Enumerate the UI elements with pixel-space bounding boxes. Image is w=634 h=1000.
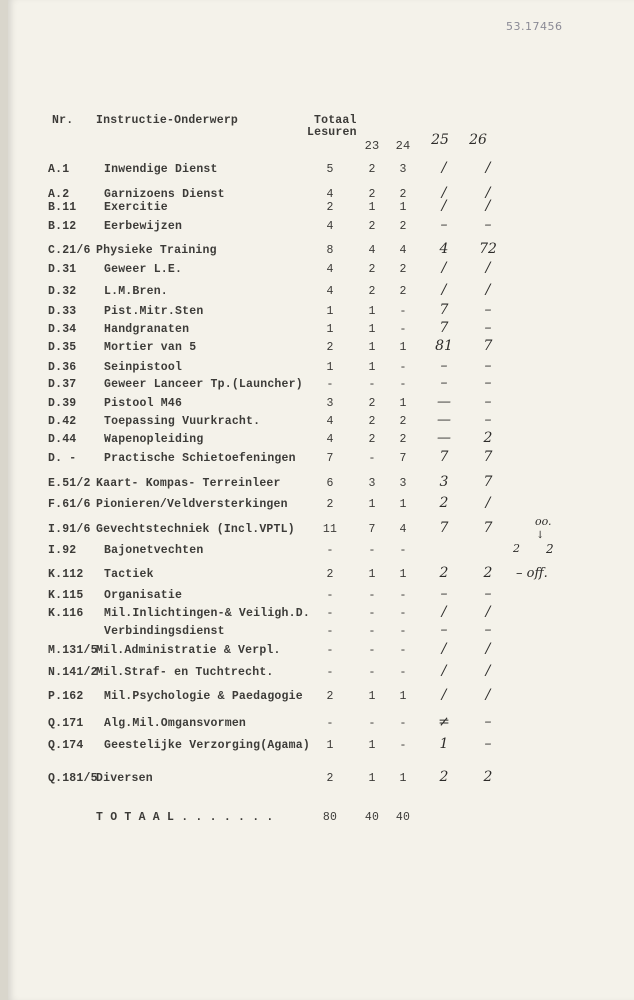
row-code: Q.174 — [48, 739, 84, 752]
row-total: 4 — [326, 433, 334, 446]
row-col-25: 7 — [439, 449, 449, 465]
row-subject: Pist.Mitr.Sten — [104, 305, 204, 318]
row-col-26: 2 — [483, 769, 493, 785]
row-code: K.112 — [48, 568, 84, 581]
row-col-25: 3 — [439, 474, 449, 490]
row-col-23: 1 — [368, 690, 376, 703]
row-total: - — [326, 607, 334, 620]
row-col-25: / — [441, 663, 447, 679]
row-subject: Garnizoens Dienst — [104, 188, 225, 201]
row-col-26: – — [484, 714, 492, 730]
row-col-24: - — [399, 378, 407, 391]
row-subject: Mortier van 5 — [104, 341, 197, 354]
row-subject: Seinpistool — [104, 361, 183, 374]
row-col-25: 81 — [435, 338, 453, 354]
row-subject: Bajonetvechten — [104, 544, 204, 557]
row-subject: Physieke Training — [96, 244, 217, 257]
row-col-26: / — [485, 185, 491, 201]
row-code: D.35 — [48, 341, 77, 354]
row-subject: Organisatie — [104, 589, 183, 602]
row-col-23: 1 — [368, 498, 376, 511]
row-col-23: 1 — [368, 739, 376, 752]
row-col-25: – — [440, 358, 448, 374]
row-col-24: 1 — [399, 201, 407, 214]
row-col-24: 2 — [399, 415, 407, 428]
row-col-23: 1 — [368, 201, 376, 214]
row-col-24: 1 — [399, 397, 407, 410]
row-col-26: 2 — [483, 565, 493, 581]
row-col-26: 72 — [479, 241, 497, 257]
row-subject: Practische Schietoefeningen — [104, 452, 296, 465]
row-col-24: - — [399, 361, 407, 374]
row-col-24: 7 — [399, 452, 407, 465]
row-code: A.1 — [48, 163, 70, 176]
margin-note-arrow: ↓ — [536, 530, 545, 541]
margin-note-off: – off. — [516, 566, 548, 581]
row-code: Q.181/5 — [48, 772, 98, 785]
row-subject: Geestelijke Verzorging(Agama) — [104, 739, 310, 752]
row-total: 7 — [326, 452, 334, 465]
row-col-26: – — [484, 394, 492, 410]
header-total-line1: Totaal — [314, 114, 357, 127]
row-col-26: – — [484, 358, 492, 374]
row-col-24: 2 — [399, 263, 407, 276]
row-code: K.116 — [48, 607, 84, 620]
row-col-23: - — [368, 625, 376, 638]
row-col-24: 4 — [399, 244, 407, 257]
row-total: 2 — [326, 772, 334, 785]
row-total: 4 — [326, 263, 334, 276]
row-col-26: 7 — [483, 338, 493, 354]
row-col-23: - — [368, 666, 376, 679]
row-col-23: 2 — [368, 188, 376, 201]
row-col-23: 2 — [368, 433, 376, 446]
row-col-23: 1 — [368, 772, 376, 785]
row-code: C.21/6 — [48, 244, 91, 257]
row-total: - — [326, 644, 334, 657]
row-col-24: 1 — [399, 498, 407, 511]
row-col-24: - — [399, 666, 407, 679]
row-col-26: – — [484, 586, 492, 602]
row-code: B.11 — [48, 201, 77, 214]
row-code: D.33 — [48, 305, 77, 318]
row-col-26: / — [485, 663, 491, 679]
row-col-25: 7 — [439, 320, 449, 336]
row-col-23: 2 — [368, 415, 376, 428]
row-col-25: 1 — [439, 736, 449, 752]
row-col-23: - — [368, 452, 376, 465]
row-col-23: - — [368, 378, 376, 391]
row-subject: Wapenopleiding — [104, 433, 204, 446]
row-col-24: 2 — [399, 188, 407, 201]
row-col-24: - — [399, 717, 407, 730]
row-total: 4 — [326, 220, 334, 233]
row-code: K.115 — [48, 589, 84, 602]
row-total: - — [326, 666, 334, 679]
row-subject: Pionieren/Veldversterkingen — [96, 498, 288, 511]
row-code: Q.171 — [48, 717, 84, 730]
row-col-25: 2 — [439, 769, 449, 785]
row-col-25: — — [437, 412, 451, 428]
row-col-25: 2 — [439, 495, 449, 511]
row-subject: Mil.Inlichtingen-& Veiligh.D. — [104, 607, 310, 620]
row-total: 2 — [326, 568, 334, 581]
row-col-24: 1 — [399, 341, 407, 354]
row-col-26: 7 — [483, 474, 493, 490]
row-col-26: / — [485, 160, 491, 176]
row-subject: Eerbewijzen — [104, 220, 183, 233]
row-col-26: / — [485, 495, 491, 511]
row-col-25: – — [440, 217, 448, 233]
row-code: D.37 — [48, 378, 77, 391]
row-subject: Inwendige Dienst — [104, 163, 218, 176]
row-total: - — [326, 544, 334, 557]
row-col-24: 1 — [399, 568, 407, 581]
row-col-25: — — [437, 394, 451, 410]
row-subject: Alg.Mil.Omgansvormen — [104, 717, 247, 730]
row-col-23: 7 — [368, 523, 376, 536]
row-col-25: – — [440, 586, 448, 602]
row-col-23: - — [368, 607, 376, 620]
row-col-25: – — [440, 622, 448, 638]
row-code: N.141/2 — [48, 666, 98, 679]
row-col-24: 4 — [399, 523, 407, 536]
row-col-23: 2 — [368, 220, 376, 233]
header-col-25: 25 — [431, 132, 449, 148]
row-col-24: 2 — [399, 433, 407, 446]
row-subject: Exercitie — [104, 201, 168, 214]
row-code: E.51/2 — [48, 477, 91, 490]
row-col-26: / — [485, 641, 491, 657]
row-subject: Pistool M46 — [104, 397, 183, 410]
row-col-23: 1 — [368, 323, 376, 336]
row-total: 1 — [326, 361, 334, 374]
row-col-23: 4 — [368, 244, 376, 257]
row-total: - — [326, 378, 334, 391]
row-code: P.162 — [48, 690, 84, 703]
row-col-23: 1 — [368, 341, 376, 354]
row-total: - — [326, 717, 334, 730]
row-col-25: – — [440, 375, 448, 391]
row-col-25: 2 — [439, 565, 449, 581]
totals-total: 80 — [322, 811, 338, 824]
row-subject: Toepassing Vuurkracht. — [104, 415, 261, 428]
row-col-26: 7 — [483, 520, 493, 536]
row-code: I.92 — [48, 544, 77, 557]
row-col-25: — — [437, 430, 451, 446]
row-col-24: 1 — [399, 772, 407, 785]
row-subject: Tactiek — [104, 568, 154, 581]
row-col-26: – — [484, 375, 492, 391]
document-page — [8, 0, 634, 1000]
row-col-26: / — [485, 198, 491, 214]
row-col-23: 1 — [368, 568, 376, 581]
row-col-24: - — [399, 305, 407, 318]
row-code: D.39 — [48, 397, 77, 410]
row-code: I.91/6 — [48, 523, 91, 536]
row-col-25: / — [441, 282, 447, 298]
row-col-24: - — [399, 625, 407, 638]
row-subject: Handgranaten — [104, 323, 190, 336]
row-total: 8 — [326, 244, 334, 257]
row-code: D.36 — [48, 361, 77, 374]
row-col-23: 3 — [368, 477, 376, 490]
row-col-26: 7 — [483, 449, 493, 465]
row-col-24: 2 — [399, 285, 407, 298]
row-subject: Geweer Lanceer Tp.(Launcher) — [104, 378, 303, 391]
row-col-23: - — [368, 544, 376, 557]
row-code: F.61/6 — [48, 498, 91, 511]
row-col-25: ≠ — [438, 714, 450, 730]
row-code: D. - — [48, 452, 77, 465]
row-code: B.12 — [48, 220, 77, 233]
row-subject: Geweer L.E. — [104, 263, 183, 276]
row-total: 1 — [326, 323, 334, 336]
header-col-24: 24 — [395, 139, 411, 153]
row-col-25: 4 — [439, 241, 449, 257]
row-code: D.44 — [48, 433, 77, 446]
row-col-26: / — [485, 687, 491, 703]
row-subject: Mil.Psychologie & Paedagogie — [104, 690, 303, 703]
row-col-26: – — [484, 412, 492, 428]
row-subject: Gevechtstechniek (Incl.VPTL) — [96, 523, 295, 536]
row-col-24: - — [399, 544, 407, 557]
row-code: A.2 — [48, 188, 70, 201]
row-total: 1 — [326, 305, 334, 318]
row-col-26: / — [485, 282, 491, 298]
row-col-23: 2 — [368, 397, 376, 410]
header-col-26: 26 — [469, 132, 487, 148]
row-col-24: 3 — [399, 477, 407, 490]
row-col-26: – — [484, 302, 492, 318]
totals-label: T O T A A L . . . . . . . — [96, 811, 274, 824]
row-total: 5 — [326, 163, 334, 176]
row-col-23: 2 — [368, 285, 376, 298]
header-col-23: 23 — [364, 139, 380, 153]
row-subject: Kaart- Kompas- Terreinleer — [96, 477, 281, 490]
row-code: D.42 — [48, 415, 77, 428]
row-col-25: / — [441, 604, 447, 620]
header-nr: Nr. — [52, 114, 74, 127]
row-col-26: – — [484, 622, 492, 638]
row-col-25: / — [441, 185, 447, 201]
row-col-26: / — [485, 260, 491, 276]
row-col-23: 2 — [368, 163, 376, 176]
totals-col-23: 40 — [364, 811, 380, 824]
row-total: 11 — [322, 523, 338, 536]
row-col-25: / — [441, 687, 447, 703]
row-col-26: – — [484, 217, 492, 233]
row-col-26: / — [485, 604, 491, 620]
row-code: D.32 — [48, 285, 77, 298]
row-col-26: – — [484, 320, 492, 336]
archive-stamp: 53.17456 — [506, 20, 563, 33]
row-total: 6 — [326, 477, 334, 490]
row-col-25: / — [441, 160, 447, 176]
header-subject: Instructie-Onderwerp — [96, 114, 239, 127]
row-subject: Verbindingsdienst — [104, 625, 225, 638]
margin-note-oo: oo. — [535, 515, 552, 528]
row-total: 2 — [326, 498, 334, 511]
row-subject: Mil.Administratie & Verpl. — [96, 644, 281, 657]
row-col-24: - — [399, 323, 407, 336]
header-total-line2: Lesuren — [307, 126, 357, 139]
margin-note-two-left: 2 — [513, 542, 520, 555]
row-total: 2 — [326, 201, 334, 214]
row-subject: Mil.Straf- en Tuchtrecht. — [96, 666, 274, 679]
row-total: - — [326, 589, 334, 602]
row-col-24: 3 — [399, 163, 407, 176]
row-col-24: 2 — [399, 220, 407, 233]
row-col-23: - — [368, 717, 376, 730]
row-total: 2 — [326, 690, 334, 703]
row-code: D.31 — [48, 263, 77, 276]
row-col-25: 7 — [439, 302, 449, 318]
row-total: 2 — [326, 341, 334, 354]
row-total: 1 — [326, 739, 334, 752]
row-code: D.34 — [48, 323, 77, 336]
row-col-25: 7 — [439, 520, 449, 536]
row-col-24: - — [399, 644, 407, 657]
row-col-24: 1 — [399, 690, 407, 703]
row-col-26: 2 — [483, 430, 493, 446]
row-subject: L.M.Bren. — [104, 285, 168, 298]
row-col-23: - — [368, 644, 376, 657]
row-code: M.131/5 — [48, 644, 98, 657]
row-col-23: 1 — [368, 361, 376, 374]
row-col-23: - — [368, 589, 376, 602]
totals-col-24: 40 — [395, 811, 411, 824]
row-total: 3 — [326, 397, 334, 410]
row-col-26: – — [484, 736, 492, 752]
row-col-25: / — [441, 260, 447, 276]
row-col-25: / — [441, 198, 447, 214]
row-subject: Diversen — [96, 772, 153, 785]
row-total: 4 — [326, 188, 334, 201]
row-total: 4 — [326, 285, 334, 298]
row-col-25: / — [441, 641, 447, 657]
row-total: - — [326, 625, 334, 638]
row-col-23: 1 — [368, 305, 376, 318]
margin-note-two-right: 2 — [546, 542, 554, 556]
row-col-23: 2 — [368, 263, 376, 276]
row-col-24: - — [399, 607, 407, 620]
row-total: 4 — [326, 415, 334, 428]
row-col-24: - — [399, 589, 407, 602]
row-col-24: - — [399, 739, 407, 752]
